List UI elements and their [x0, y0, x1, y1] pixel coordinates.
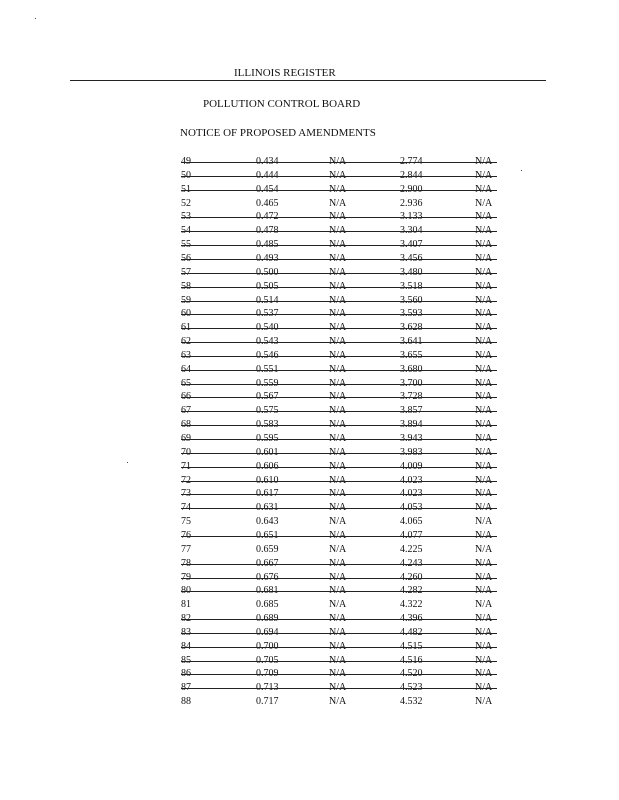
table-row — [0, 321, 619, 335]
strikethrough-line — [181, 494, 497, 495]
table-row — [0, 446, 619, 460]
strikethrough-line — [181, 162, 497, 163]
strikethrough-line — [181, 536, 497, 537]
strikethrough-line — [181, 619, 497, 620]
value-col-4: N/A — [475, 516, 493, 528]
value-col-1: 0.659 — [256, 543, 279, 555]
strikethrough-line — [181, 176, 497, 177]
strikethrough-line — [181, 578, 497, 579]
strikethrough-line — [181, 328, 497, 329]
strikethrough-line — [181, 453, 497, 454]
strikethrough-line — [181, 688, 497, 689]
strikethrough-line — [181, 287, 497, 288]
value-col-3: 2.936 — [400, 197, 423, 209]
table-row — [0, 460, 619, 474]
table-row — [0, 307, 619, 321]
table-row — [0, 238, 619, 252]
table-row — [0, 571, 619, 585]
agency-heading: POLLUTION CONTROL BOARD — [203, 98, 361, 110]
strikethrough-line — [181, 508, 497, 509]
value-col-3: 4.532 — [400, 696, 423, 708]
table-row — [0, 404, 619, 418]
row-number: 75 — [181, 516, 191, 528]
value-col-2: N/A — [329, 696, 347, 708]
strikethrough-line — [181, 425, 497, 426]
table-row — [0, 294, 619, 308]
strikethrough-line — [181, 564, 497, 565]
table-row — [0, 390, 619, 404]
row-number: 81 — [181, 599, 191, 611]
strikethrough-line — [181, 231, 497, 232]
strikethrough-line — [181, 314, 497, 315]
strikethrough-line — [181, 647, 497, 648]
table-row — [0, 681, 619, 695]
table-row — [0, 432, 619, 446]
value-col-1: 0.717 — [256, 696, 279, 708]
table-row — [0, 252, 619, 266]
value-col-3: 4.225 — [400, 543, 423, 555]
strikethrough-line — [181, 397, 497, 398]
table-row — [0, 418, 619, 432]
row-number: 52 — [181, 197, 191, 209]
strikethrough-line — [181, 217, 497, 218]
strikethrough-line — [181, 301, 497, 302]
register-title: ILLINOIS REGISTER — [234, 67, 336, 79]
notice-heading: NOTICE OF PROPOSED AMENDMENTS — [180, 127, 376, 139]
scan-speck — [35, 18, 36, 19]
value-col-2: N/A — [329, 543, 347, 555]
table-row — [0, 598, 619, 612]
strikethrough-line — [181, 633, 497, 634]
table-row — [0, 169, 619, 183]
strikethrough-line — [181, 411, 497, 412]
strikethrough-line — [181, 370, 497, 371]
strikethrough-line — [181, 467, 497, 468]
table-row — [0, 654, 619, 668]
value-col-4: N/A — [475, 197, 493, 209]
row-number: 77 — [181, 543, 191, 555]
strikethrough-line — [181, 356, 497, 357]
row-number: 88 — [181, 696, 191, 708]
table-row — [0, 335, 619, 349]
table-row — [0, 695, 619, 709]
value-col-2: N/A — [329, 599, 347, 611]
table-row — [0, 377, 619, 391]
table-row — [0, 612, 619, 626]
strikethrough-line — [181, 273, 497, 274]
value-col-1: 0.685 — [256, 599, 279, 611]
table-row — [0, 349, 619, 363]
strikethrough-line — [181, 661, 497, 662]
table-row — [0, 280, 619, 294]
scan-speck — [521, 170, 522, 171]
table-row — [0, 667, 619, 681]
table-row — [0, 224, 619, 238]
table-row — [0, 363, 619, 377]
scan-speck — [127, 462, 128, 463]
table-row — [0, 557, 619, 571]
strikethrough-line — [181, 591, 497, 592]
strikethrough-line — [181, 245, 497, 246]
table-row — [0, 640, 619, 654]
strikethrough-line — [181, 342, 497, 343]
value-col-2: N/A — [329, 516, 347, 528]
strikethrough-line — [181, 674, 497, 675]
value-col-4: N/A — [475, 599, 493, 611]
value-col-4: N/A — [475, 696, 493, 708]
value-col-2: N/A — [329, 197, 347, 209]
strikethrough-line — [181, 384, 497, 385]
table-row — [0, 543, 619, 557]
value-col-3: 4.065 — [400, 516, 423, 528]
table-row — [0, 584, 619, 598]
table-row — [0, 515, 619, 529]
value-col-1: 0.465 — [256, 197, 279, 209]
value-col-3: 4.322 — [400, 599, 423, 611]
table-row — [0, 501, 619, 515]
table-row — [0, 155, 619, 169]
strikethrough-line — [181, 190, 497, 191]
table-row — [0, 210, 619, 224]
strikethrough-line — [181, 439, 497, 440]
table-row — [0, 626, 619, 640]
table-row — [0, 197, 619, 211]
table-row — [0, 266, 619, 280]
strikethrough-line — [181, 259, 497, 260]
table-row — [0, 487, 619, 501]
strikethrough-line — [181, 481, 497, 482]
value-col-1: 0.643 — [256, 516, 279, 528]
table-row — [0, 183, 619, 197]
value-col-4: N/A — [475, 543, 493, 555]
table-row — [0, 474, 619, 488]
table-row — [0, 529, 619, 543]
